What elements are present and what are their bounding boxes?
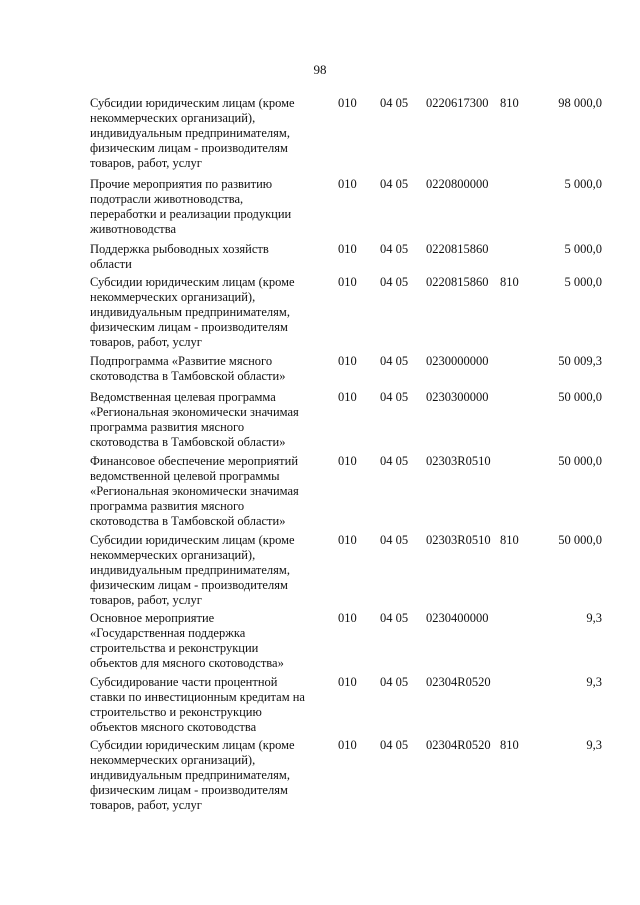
row-ministry-code: 010 [338, 738, 357, 752]
row-amount: 50 000,0 [558, 454, 602, 468]
page-number: 98 [313, 62, 327, 77]
row-target-code: 02303R0510 [426, 533, 491, 547]
row-ministry-code: 010 [338, 675, 357, 689]
row-ministry-code: 010 [338, 275, 357, 289]
row-ministry-code: 010 [338, 354, 357, 368]
row-amount: 5 000,0 [564, 242, 602, 256]
row-section-code: 04 05 [380, 390, 409, 404]
row-target-code: 02304R0520 [426, 675, 491, 689]
row-target-code: 0230400000 [426, 611, 489, 625]
row-section-code: 04 05 [380, 354, 409, 368]
row-description: Финансовое обеспечение мероприятий ведомственной целевой программы «Региональная экономически значимая программа развития мясного скотоводства в Тамбовской области» [90, 454, 299, 528]
row-section-code: 04 05 [380, 533, 409, 547]
row-target-code: 0220617300 [426, 96, 489, 110]
table-row [0, 390, 640, 454]
table-row [0, 533, 640, 611]
row-amount: 5 000,0 [564, 177, 602, 191]
row-section-code: 04 05 [380, 454, 409, 468]
row-description: Основное мероприятие «Государственная поддержка строительства и реконструкции объектов для мясного скотоводства» [90, 611, 284, 670]
row-description: Субсидии юридическим лицам (кроме некоммерческих организаций), индивидуальным предпринимателям, физическим лицам - производителям товаров, работ, услуг [90, 275, 295, 349]
row-target-code: 0220800000 [426, 177, 489, 191]
table-row [0, 354, 640, 390]
row-target-code: 02303R0510 [426, 454, 491, 468]
row-ministry-code: 010 [338, 96, 357, 110]
row-amount: 50 000,0 [558, 390, 602, 404]
row-target-code: 0230000000 [426, 354, 489, 368]
table-row [0, 675, 640, 738]
row-ministry-code: 010 [338, 390, 357, 404]
row-target-code: 0220815860 [426, 275, 489, 289]
row-amount: 9,3 [586, 675, 602, 689]
row-target-code: 0230300000 [426, 390, 489, 404]
row-amount: 50 000,0 [558, 533, 602, 547]
table-row [0, 738, 640, 818]
row-section-code: 04 05 [380, 738, 409, 752]
row-section-code: 04 05 [380, 177, 409, 191]
row-expense-type: 810 [500, 533, 519, 547]
row-ministry-code: 010 [338, 454, 357, 468]
table-row [0, 275, 640, 354]
row-ministry-code: 010 [338, 533, 357, 547]
table-row [0, 242, 640, 275]
row-section-code: 04 05 [380, 675, 409, 689]
row-description: Ведомственная целевая программа «Региональная экономически значимая программа развития мясного скотоводства в Тамбовской области» [90, 390, 299, 449]
row-section-code: 04 05 [380, 242, 409, 256]
row-description: Прочие мероприятия по развитию подотрасли животноводства, переработки и реализации продукции животноводства [90, 177, 292, 236]
row-description: Субсидирование части процентной ставки по инвестиционным кредитам на строительство и реконструкцию объектов мясного скотоводства [90, 675, 305, 734]
row-ministry-code: 010 [338, 177, 357, 191]
row-amount: 9,3 [586, 738, 602, 752]
row-description: Субсидии юридическим лицам (кроме некоммерческих организаций), индивидуальным предпринимателям, физическим лицам - производителям товаров, работ, услуг [90, 96, 295, 170]
row-description: Субсидии юридическим лицам (кроме некоммерческих организаций), индивидуальным предпринимателям, физическим лицам - производителям товаров, работ, услуг [90, 533, 295, 607]
row-expense-type: 810 [500, 738, 519, 752]
row-ministry-code: 010 [338, 242, 357, 256]
row-description: Субсидии юридическим лицам (кроме некоммерческих организаций), индивидуальным предпринимателям, физическим лицам - производителям товаров, работ, услуг [90, 738, 295, 812]
row-target-code: 0220815860 [426, 242, 489, 256]
row-description: Подпрограмма «Развитие мясного скотоводства в Тамбовской области» [90, 354, 286, 383]
row-amount: 9,3 [586, 611, 602, 625]
table-row [0, 177, 640, 242]
row-amount: 5 000,0 [564, 275, 602, 289]
row-section-code: 04 05 [380, 611, 409, 625]
table-row [0, 96, 640, 177]
row-amount: 98 000,0 [558, 96, 602, 110]
row-target-code: 02304R0520 [426, 738, 491, 752]
row-ministry-code: 010 [338, 611, 357, 625]
row-section-code: 04 05 [380, 96, 409, 110]
table-row [0, 611, 640, 675]
row-section-code: 04 05 [380, 275, 409, 289]
row-description: Поддержка рыбоводных хозяйств области [90, 242, 269, 271]
row-expense-type: 810 [500, 96, 519, 110]
table-row [0, 454, 640, 533]
row-expense-type: 810 [500, 275, 519, 289]
row-amount: 50 009,3 [558, 354, 602, 368]
budget-table [0, 96, 640, 818]
